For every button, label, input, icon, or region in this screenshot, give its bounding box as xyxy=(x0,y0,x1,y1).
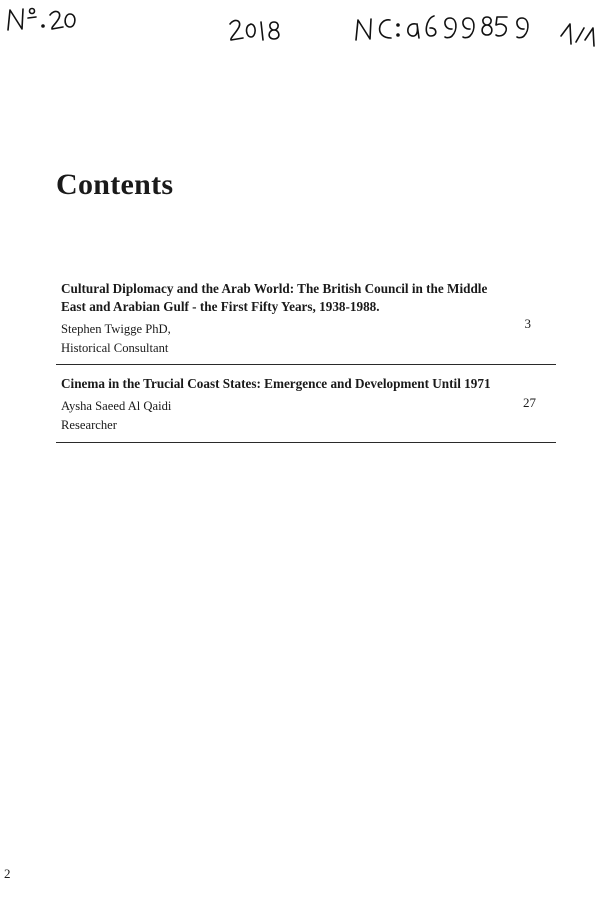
toc-entry-title[interactable]: Cultural Diplomacy and the Arab World: The British Council in the Middle East and Arabian Gulf - the First Fifty Years, 1938-1988. xyxy=(61,281,488,314)
page-title: Contents xyxy=(56,168,174,201)
toc-entry-title[interactable]: Cinema in the Trucial Coast States: Emergence and Development Until 1971 xyxy=(61,376,491,391)
handwritten-issue-number xyxy=(8,9,75,31)
toc-divider xyxy=(56,442,556,443)
toc-entry[interactable] xyxy=(56,364,556,447)
toc-entry-page-number[interactable]: 3 xyxy=(524,316,531,331)
toc-entry-page-number[interactable]: 27 xyxy=(523,395,536,410)
toc-entry-role: Researcher xyxy=(61,418,117,432)
handwritten-annotations xyxy=(0,0,604,60)
handwritten-catalog-number xyxy=(356,16,528,40)
toc-entry[interactable] xyxy=(56,280,556,364)
table-of-contents xyxy=(56,280,556,447)
toc-entry-author: Stephen Twigge PhD, xyxy=(61,322,171,336)
handwritten-corner-mark xyxy=(561,24,594,46)
toc-entry-author: Aysha Saeed Al Qaidi xyxy=(61,399,172,413)
page-number: 2 xyxy=(4,866,11,881)
toc-entry-role: Historical Consultant xyxy=(61,341,169,355)
handwritten-year xyxy=(230,20,279,40)
